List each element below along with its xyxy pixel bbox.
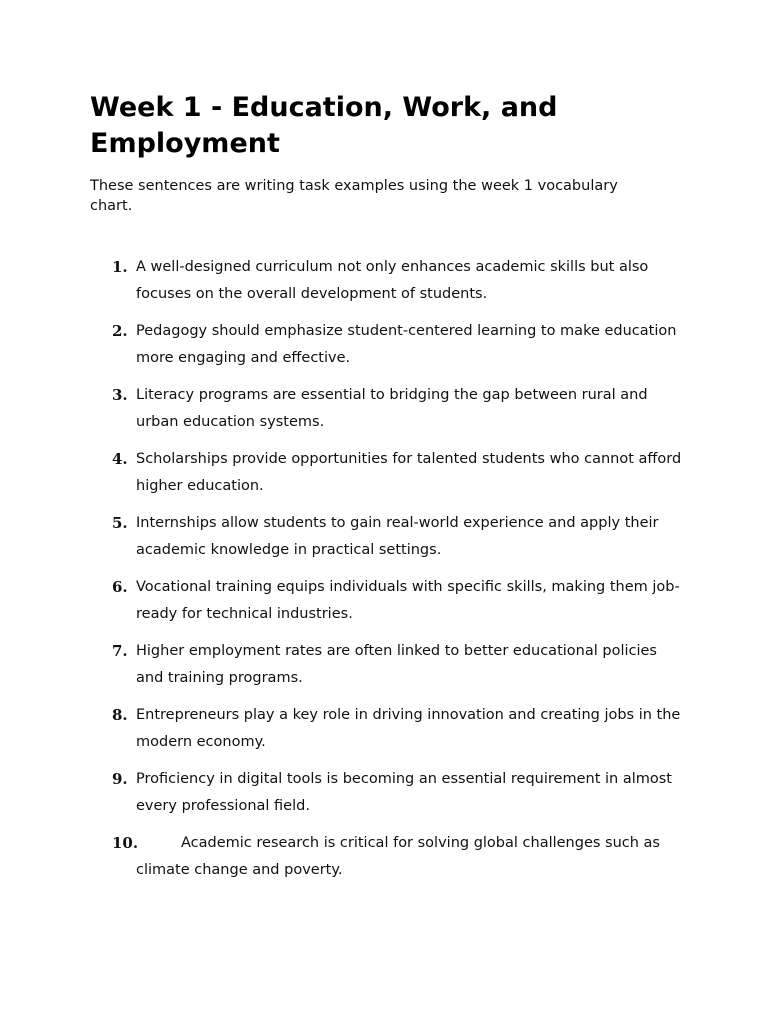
- list-item-text: Academic research is critical for solving global challenges such as climate change and poverty.: [136, 835, 660, 878]
- document-page: [90, 90, 690, 894]
- list-item-text: Higher employment rates are often linked to better educational policies and training programs.: [136, 643, 657, 686]
- list-item: [90, 510, 686, 564]
- list-item: [90, 766, 686, 820]
- list-item-number: 5.: [112, 514, 128, 532]
- sentence-list: [90, 254, 690, 884]
- list-item-text: Literacy programs are essential to bridging the gap between rural and urban education systems.: [136, 387, 648, 430]
- intro-paragraph: These sentences are writing task examples using the week 1 vocabulary chart.: [90, 178, 618, 214]
- list-item-text: Proficiency in digital tools is becoming an essential requirement in almost every professional field.: [136, 771, 672, 814]
- list-item-text: A well-designed curriculum not only enhances academic skills but also focuses on the overall development of students.: [136, 259, 649, 302]
- list-item: [90, 254, 686, 308]
- document-title: Week 1 - Education, Work, and Employment: [90, 92, 558, 159]
- list-item-text: Scholarships provide opportunities for talented students who cannot afford higher education.: [136, 451, 682, 494]
- list-item: [90, 638, 686, 692]
- list-item: [90, 574, 686, 628]
- list-item-number: 2.: [112, 322, 128, 340]
- list-item-text: Internships allow students to gain real-world experience and apply their academic knowledge in practical settings.: [136, 515, 659, 558]
- list-item-number: 3.: [112, 386, 128, 404]
- list-item-number: 10.: [112, 834, 139, 852]
- list-item-number: 4.: [112, 450, 128, 468]
- list-item: [90, 702, 686, 756]
- list-item-text: Vocational training equips individuals with specific skills, making them job-ready for technical industries.: [136, 579, 680, 622]
- list-item-number: 7.: [112, 642, 128, 660]
- list-item-number: 8.: [112, 706, 128, 724]
- list-item: [90, 830, 686, 884]
- list-item: [90, 382, 686, 436]
- list-item-number: 1.: [112, 258, 128, 276]
- list-item-text: Pedagogy should emphasize student-centered learning to make education more engaging and effective.: [136, 323, 677, 366]
- list-item: [90, 318, 686, 372]
- list-item: [90, 446, 686, 500]
- list-item-number: 9.: [112, 770, 128, 788]
- list-item-number: 6.: [112, 578, 128, 596]
- list-item-text: Entrepreneurs play a key role in driving innovation and creating jobs in the modern economy.: [136, 707, 681, 750]
